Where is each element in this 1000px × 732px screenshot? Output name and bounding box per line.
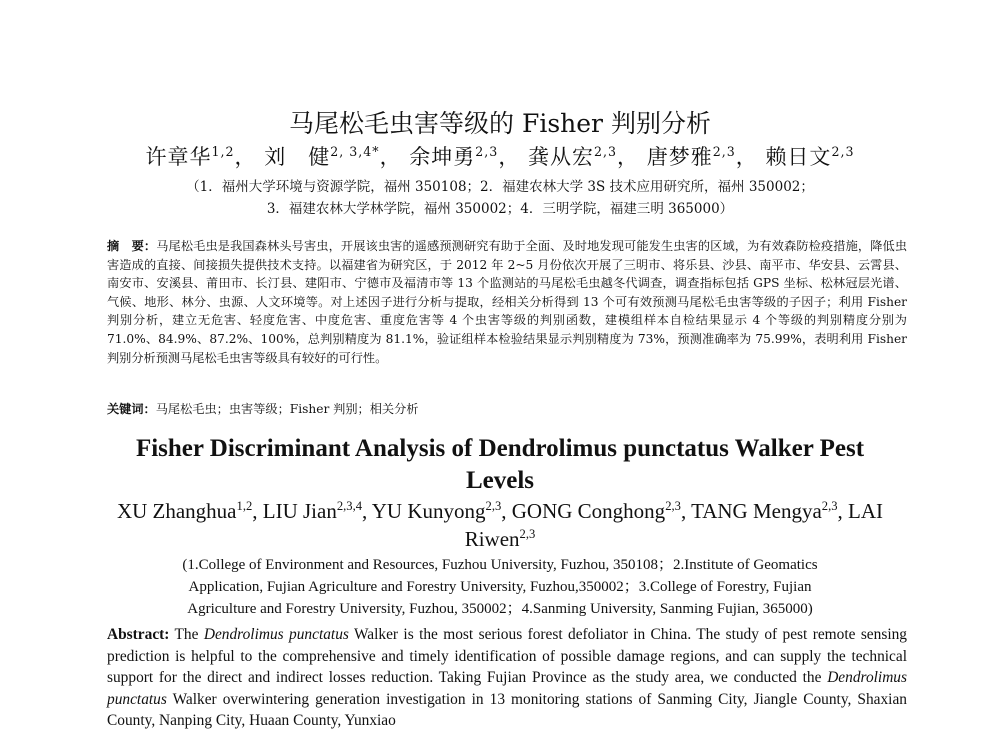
en-title: Fisher Discriminant Analysis of Dendrolimus punctatus Walker Pest Levels bbox=[135, 435, 865, 494]
cn-keywords-label: 关键词： bbox=[107, 402, 156, 416]
en-affil-line: (1.College of Environment and Resources, Fuzhou University, Fuzhou, 350108；2.Institute of Geomatics bbox=[182, 557, 818, 573]
cn-author: 龚从宏$^{2,3}$， bbox=[528, 144, 640, 169]
en-author: LAI Riwen$^{2,3}$ bbox=[464, 499, 884, 551]
en-author-list bbox=[100, 497, 900, 553]
en-affil-line: Agriculture and Forestry University, Fuzhou, 350002；4.Sanming University, Sanming Fujian, 365000) bbox=[187, 601, 813, 617]
cn-title: 马尾松毛虫害等级的 Fisher 判别分析 bbox=[289, 109, 711, 138]
cn-author: 刘 健$^{2, 3,4*}$， bbox=[264, 144, 402, 169]
cn-author: 唐梦雅$^{2,3}$， bbox=[646, 144, 758, 169]
en-affil-line: Application, Fujian Agriculture and Forestry University, Fuzhou,350002；3.College of Forestry, Fujian bbox=[188, 579, 812, 595]
cn-keywords-text: 马尾松毛虫；虫害等级；Fisher 判别；相关分析 bbox=[155, 402, 419, 416]
cn-abstract bbox=[107, 237, 907, 367]
en-abstract-label: Abstract: bbox=[107, 626, 170, 643]
en-author: YU Kunyong$^{2,3}$, bbox=[371, 499, 512, 523]
en-author: GONG Conghong$^{2,3}$, bbox=[511, 499, 692, 523]
cn-keywords bbox=[107, 400, 907, 417]
cn-abstract-label: 摘 要： bbox=[107, 239, 157, 253]
cn-author: 赖日文$^{2,3}$ bbox=[765, 144, 855, 169]
en-abstract-text: Walker overwintering generation investigation in 13 monitoring stations of Sanming City, Jiangle County, Shaxian County, Nanping City, Huaan County, Yunxiao bbox=[107, 690, 907, 729]
en-author: TANG Mengya$^{2,3}$, bbox=[691, 499, 849, 523]
species-name: Dendrolimus punctatus bbox=[203, 626, 349, 643]
en-affiliations bbox=[100, 554, 900, 620]
en-abstract bbox=[107, 624, 907, 732]
species-name: Dendrolimus punctatus bbox=[107, 669, 907, 708]
cn-author: 许章华$^{1,2}$， bbox=[145, 144, 257, 169]
en-author: LIU Jian$^{2,3,4}$, bbox=[262, 499, 372, 523]
cn-affiliations bbox=[0, 176, 1000, 220]
cn-affil-line: 3．福建农林大学林学院，福州 350002；4．三明学院，福建三明 365000） bbox=[266, 201, 734, 217]
cn-affil-line: （1．福州大学环境与资源学院，福州 350108；2．福建农林大学 3S 技术应用研究所，福州 350002； bbox=[186, 179, 814, 195]
cn-abstract-text: 马尾松毛虫是我国森林头号害虫，开展该虫害的遥感预测研究有助于全面、及时地发现可能发生虫害的区域，为有效森防检疫措施，降低虫害造成的直接、间接损失提供技术支持。以福建省为研究区，于 2012 年 2~5 月份依次开展了三明市、将乐县、沙县、南平市、华安县、云霄县、南安市、安溪县、莆田市、长汀县、建阳市、宁德市及福清市等 13 个监测站的马尾松毛虫越冬代调查，调查指标包括 GPS 坐标、松林冠层光谱、气候、地形、林分、虫源、人文环境等。对上述因子进行分析与提取，经相关分析得到 13 个可有效预测马尾松毛虫害等级的子因子；利用 Fisher 判别分析，建立无危害、轻度危害、中度危害、重度危害等 4 个虫害等级的判别函数，建模组样本自检结果显示 4 个等级的判别精度分别为 71.0%、84.9%、87.2%、100%，总判别精度为 81.1%，验证组样本检验结果显示判别精度为 73%，预测准确率为 75.99%，表明利用 Fisher 判别分析预测马尾松毛虫害等级具有较好的可行性。 bbox=[107, 239, 908, 365]
cn-author: 余坤勇$^{2,3}$， bbox=[409, 144, 521, 169]
en-author: XU Zhanghua$^{1,2}$, bbox=[116, 499, 263, 523]
en-abstract-text: The bbox=[174, 626, 199, 643]
cn-author-list bbox=[0, 141, 1000, 171]
en-abstract-text: Walker is the most serious forest defoliator in China. The study of pest remote sensing prediction is helpful to the comprehensive and timely identification of possible damage regions, and can supply the technical support for the direct and indirect losses reduction. Taking Fujian Province as the study area, we conducted the bbox=[107, 626, 907, 686]
